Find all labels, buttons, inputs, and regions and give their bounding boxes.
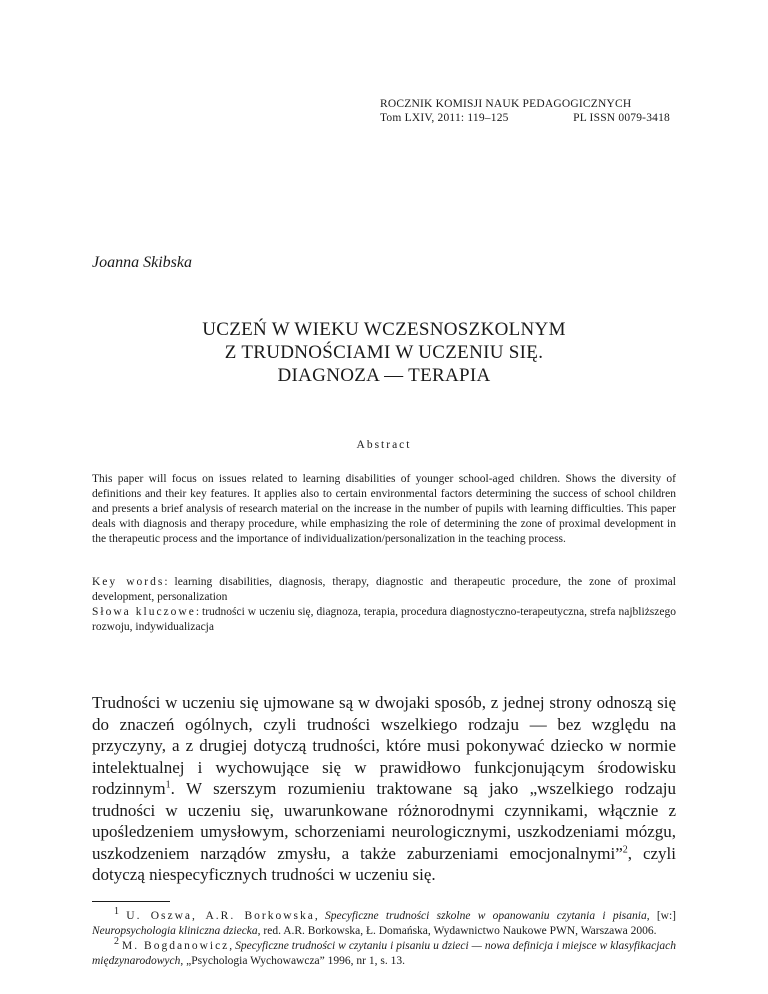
abstract-text: This paper will focus on issues related to learning disabilities of younger school-aged children. Shows the diversity of definitions and their key features. It applies also to certain environmental factors determining the success of school children and presents a brief analysis of research material on the increase in the number of pupils with learning difficulties. This paper deals with diagnosis and therapy procedure, while emphasizing the role of determining the zone of proximal development in the therapeutic process and the importance of individualization/personalization in the teaching process. [92,473,676,545]
body-text-part-1: Trudności w uczeniu się ujmowane są w dwojaki sposób, z jednej strony odnoszą się do znaczeń ogólnych, czyli trudności wszelkiego rodzaju — bez względu na przyczyny, a z drugiej dotyczą trudności, które musi pokonywać dziecko w normie intelektualnej i wychowujące się w prawidłowo funkcjonującym środowisku rodzinnym [92,693,676,798]
body-text [92,692,676,886]
keywords-pl-text: : trudności w uczeniu się, diagnoza, terapia, procedura diagnostyczno-terapeutyczna, strefa najbliższego rozwoju, indywidualizacja [92,606,676,633]
footnote-2-authors: M. Bogdanowicz [121,940,230,952]
keywords-en-label: Key words [92,576,165,588]
keywords-block [92,575,676,635]
footnote-2-title: Specyficzne trudności w czytaniu i pisaniu u dzieci — nowa definicja i miejsce w klasyfikacjach międzynarodowych [92,940,677,967]
body-text-part-2: . W szerszym rozumieniu traktowane są jako „wszelkiego rodzaju trudności w uczeniu się, uwarunkowane różnorodnymi czynnikami, włącznie z upośledzeniem umysłowym, schorzeniami neurologicznymi, uszkodzeniami mózgu, uszkodzeniem narządów zmysłu, a także zaburzeniami emocjonalnymi” [92,779,676,863]
title-line-3: DIAGNOZA — TERAPIA [277,365,491,386]
abstract-heading: Abstract [356,439,412,451]
footnote-ref-1[interactable]: 1 [165,779,171,791]
footnote-1-mid: , [w:] [646,910,676,922]
article-title [92,318,676,387]
title-line-2: Z TRUDNOŚCIAMI W UCZENIU SIĘ. [224,342,544,363]
footnote-1 [92,906,676,939]
footnote-1-authors: U. Oszwa, A.R. Borkowska [126,910,315,922]
footnote-2-rest: , „Psychologia Wychowawcza” 1996, nr 1, s. 13. [180,955,405,967]
journal-issn: PL ISSN 0079-3418 [573,112,670,124]
footnote-divider [92,901,170,902]
footnote-1-number: 1 [114,906,119,918]
journal-volume: Tom LXIV, 2011: 119–125 [380,112,509,124]
footnotes [92,906,677,969]
footnote-1-rest: , red. A.R. Borkowska, Ł. Domańska, Wydawnictwo Naukowe PWN, Warszawa 2006. [257,925,657,937]
footnote-2-sep: , [229,940,236,952]
body-paragraph [92,692,676,886]
footnote-ref-2[interactable]: 2 [622,843,628,855]
journal-name: ROCZNIK KOMISJI NAUK PEDAGOGICZNYCH [380,98,632,110]
footnote-2-number: 2 [114,936,119,948]
footnote-1-source: Neuropsychologia kliniczna dziecka [92,925,258,937]
title-line-1: UCZEŃ W WIEKU WCZESNOSZKOLNYM [202,319,566,340]
keywords-en [92,575,676,605]
footnote-2 [92,936,677,969]
author-name: Joanna Skibska [92,254,192,271]
keywords-pl-label: Słowa kluczowe [92,606,196,618]
footnote-1-title: Specyficzne trudności szkolne w opanowaniu czytania i pisania [325,910,647,922]
keywords-en-text: : learning disabilities, diagnosis, therapy, diagnostic and therapeutic procedure, the zone of proximal development, personalization [92,576,676,603]
journal-header [380,97,670,125]
body-text-part-3: , czyli dotyczą niespecyficznych trudności w uczeniu się. [92,843,676,884]
keywords-pl [92,605,676,635]
journal-volume-line [380,111,670,125]
footnote-1-sep: , [314,910,326,922]
